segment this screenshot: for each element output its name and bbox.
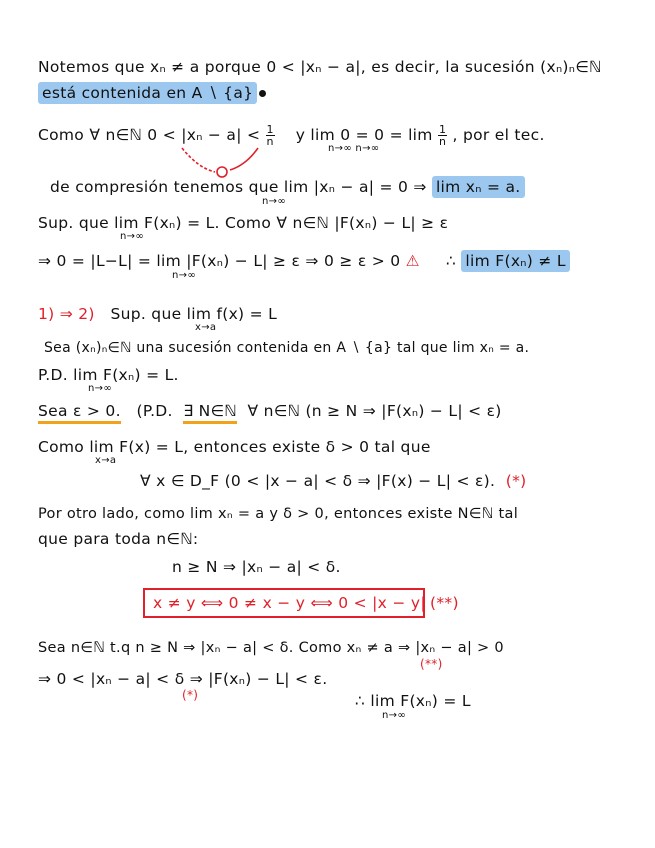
line-7-subscript: x→a [195, 322, 217, 333]
pd-open: (P.D. [136, 402, 173, 420]
fraction-denominator-2: n [438, 135, 447, 148]
line-9-subscript: n→∞ [88, 383, 112, 394]
line-14-text: que para toda n∈ℕ: [38, 530, 199, 548]
line-7-text: Sup. que lim f(x) = L [110, 305, 278, 323]
line-13 [38, 506, 518, 522]
line-9 [38, 366, 179, 384]
arrow-right [230, 148, 258, 170]
exists-N: ∃ N∈ℕ [183, 402, 237, 424]
line-3-part-b: y lim 0 = 0 = lim [295, 126, 433, 144]
line-12-text: ∀ x ∈ D_F (0 < |x − a| < δ ⇒ |F(x) − L| < ε). [140, 472, 496, 490]
fraction-denominator: n [266, 135, 274, 148]
let-epsilon: Sea ε > 0. [38, 402, 121, 424]
line-18-text: ⇒ 0 < |xₙ − a| < δ ⇒ |F(xₙ) − L| < ε. [38, 670, 328, 688]
line-14 [38, 530, 198, 548]
line-16 [153, 594, 426, 612]
line-3-part-a: Como ∀ n∈ℕ 0 < |xₙ − a| < [38, 126, 261, 144]
implication-label: 1) ⇒ 2) [38, 305, 95, 323]
line-15 [172, 558, 341, 576]
fraction-numerator-2: 1 [438, 123, 447, 136]
line-9-text: P.D. lim F(xₙ) = L. [38, 366, 179, 384]
line-3-subscripts: n→∞ n→∞ [328, 143, 380, 154]
line-17 [38, 640, 504, 656]
arrow-left [182, 148, 215, 172]
red-zero-circle [217, 167, 227, 177]
equivalence-text: x ≠ y ⟺ 0 ≠ x − y ⟺ 0 < |x − y| [153, 594, 426, 612]
line-4-text: de compresión tenemos que lim |xₙ − a| = 0 ⇒ [50, 178, 427, 196]
line-3-part-c: , por el tec. [452, 126, 545, 144]
line-11-text: Como lim F(x) = L, entonces existe δ > 0 tal que [38, 438, 431, 456]
star-tag: (*) [505, 472, 527, 490]
conclusion-text: ∴ lim F(xₙ) = L [355, 692, 471, 710]
line-17-text: Sea n∈ℕ t.q n ≥ N ⇒ |xₙ − a| < δ. Como xₙ ≠ a ⇒ |xₙ − a| > 0 [38, 640, 504, 656]
line-6-subscript: n→∞ [172, 270, 196, 281]
line-15-text: n ≥ N ⇒ |xₙ − a| < δ. [172, 558, 341, 576]
line-8-text: Sea (xₙ)ₙ∈ℕ una sucesión contenida en A ∖ {a} tal que lim xₙ = a. [44, 340, 530, 356]
line-11 [38, 438, 431, 456]
line-1-text: Notemos que xₙ ≠ a porque 0 < |xₙ − a|, es decir, la sucesión (xₙ)ₙ∈ℕ [38, 58, 602, 76]
double-star-tag: (**) [430, 594, 459, 612]
fraction-numerator: 1 [266, 123, 274, 136]
contradiction-icon: ⚠ [405, 252, 420, 270]
line-4 [50, 178, 525, 196]
line-18 [38, 670, 327, 688]
therefore-symbol: ∴ [446, 252, 457, 270]
line-17-tag: (**) [420, 657, 443, 671]
line-4-subscript: n→∞ [262, 196, 286, 207]
line-5-text: Sup. que lim F(xₙ) = L. Como ∀ n∈ℕ |F(xₙ) − L| ≥ ε [38, 214, 449, 232]
line-19 [355, 692, 471, 710]
highlight-limit-xn: lim xₙ = a. [432, 176, 525, 198]
line-12 [140, 472, 526, 490]
line-6 [38, 252, 570, 270]
line-10-rest: ∀ n∈ℕ (n ≥ N ⇒ |F(xₙ) − L| < ε) [247, 402, 502, 420]
line-13-text: Por otro lado, como lim xₙ = a y δ > 0, entonces existe N∈ℕ tal [38, 506, 519, 522]
line-8 [44, 340, 529, 356]
line-19-subscript: n→∞ [382, 710, 406, 721]
line-18-tag: (*) [182, 688, 199, 702]
line-6-text: ⇒ 0 = |L−L| = lim |F(xₙ) − L| ≥ ε ⇒ 0 ≥ ε > 0 [38, 252, 401, 270]
highlight-limit-F: lim F(xₙ) ≠ L [461, 250, 569, 272]
line-11-subscript: x→a [95, 455, 117, 466]
line-7 [38, 305, 277, 323]
line-5-subscript: n→∞ [120, 231, 144, 242]
line-5 [38, 214, 448, 232]
line-10 [38, 402, 502, 420]
highlight-contained: está contenida en A ∖ {a} [38, 82, 257, 104]
